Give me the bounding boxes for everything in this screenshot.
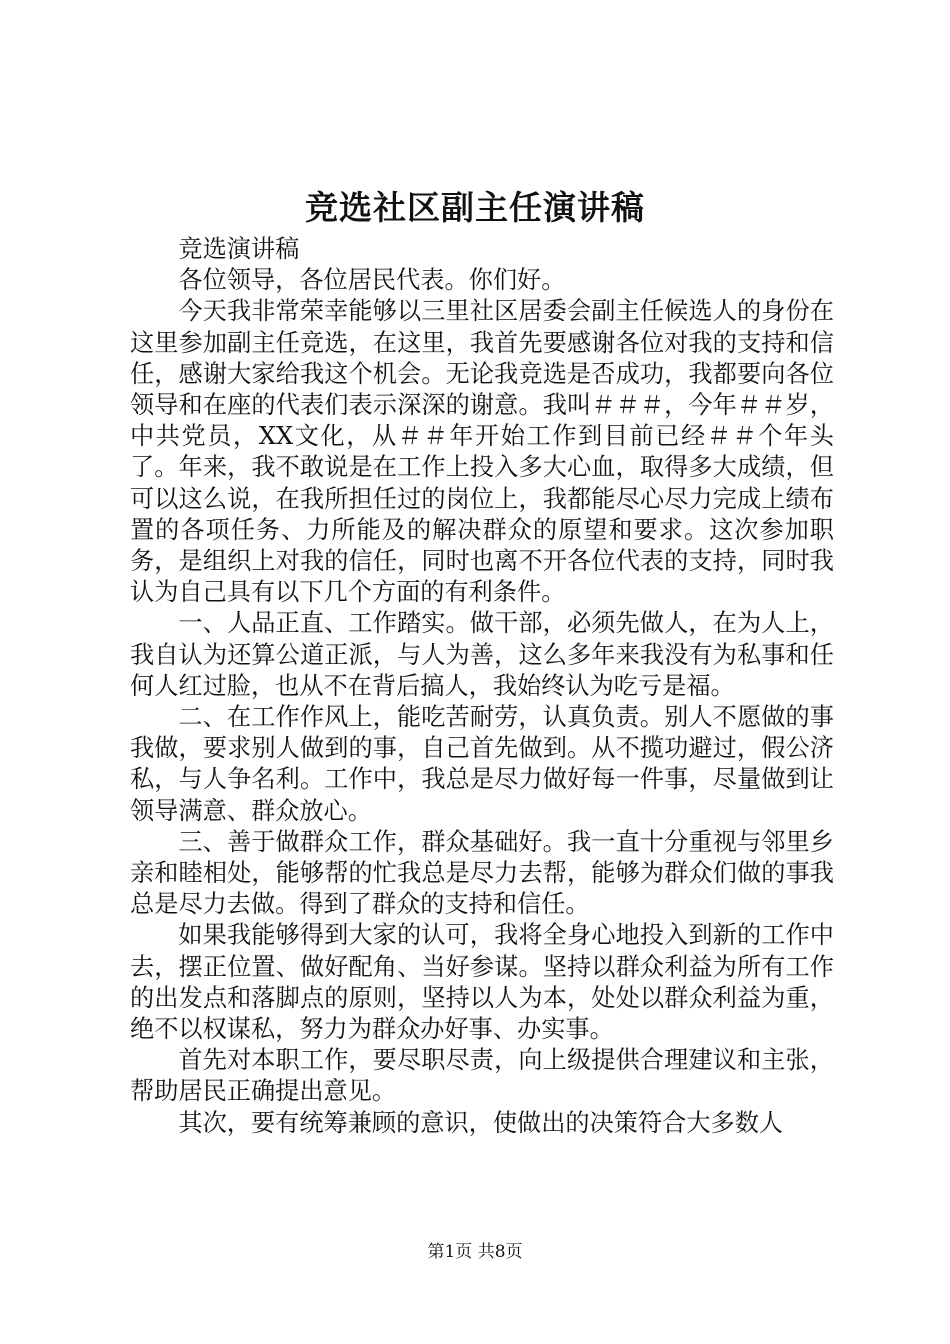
paragraph: 如果我能够得到大家的认可，我将全身心地投入到新的工作中去，摆正位置、做好配角、当好参谋。坚持以群众利益为所有工作的出发点和落脚点的原则，坚持以人为本，处处以群众利益为重，绝不以权谋私，努力为群众办好事、办实事。 <box>130 921 834 1044</box>
paragraph: 二、在工作作风上，能吃苦耐劳，认真负责。别人不愿做的事我做，要求别人做到的事，自己首先做到。从不揽功避过，假公济私，与人争名利。工作中，我总是尽力做好每一件事，尽量做到让领导满意、群众放心。 <box>130 703 834 825</box>
paragraph: 首先对本职工作，要尽职尽责，向上级提供合理建议和主张，帮助居民正确提出意见。 <box>130 1046 834 1106</box>
document-title: 竞选社区副主任演讲稿 <box>305 188 645 227</box>
paragraph: 今天我非常荣幸能够以三里社区居委会副主任候选人的身份在这里参加副主任竞选，在这里，我首先要感谢各位对我的支持和信任，感谢大家给我这个机会。无论我竞选是否成功，我都要向各位领导和在座的代表们表示深深的谢意。我叫＃＃＃，今年＃＃岁，中共党员，XX文化，从＃＃年开始工作到目前已经＃＃个年头了。年来，我不敢说是在工作上投入多大心血，取得多大成绩，但可以这么说，在我所担任过的岗位上，我都能尽心尽力完成上绩布置的各项任务、力所能及的解决群众的原望和要求。这次参加职务，是组织上对我的信任，同时也离不开各位代表的支持，同时我认为自己具有以下几个方面的有利条件。 <box>130 297 834 607</box>
document-body <box>130 234 834 1139</box>
paragraph: 各位领导，各位居民代表。你们好。 <box>178 266 566 295</box>
paragraph: 三、善于做群众工作，群众基础好。我一直十分重视与邻里乡亲和睦相处，能够帮的忙我总是尽力去帮，能够为群众们做的事我总是尽力去做。得到了群众的支持和信任。 <box>130 827 834 919</box>
paragraph: 竞选演讲稿 <box>178 235 300 263</box>
page-number-footer: 第1页 共8页 <box>427 1242 523 1262</box>
paragraph: 一、人品正直、工作踏实。做干部，必须先做人，在为人上，我自认为还算公道正派，与人为善，这么多年来我没有为私事和任何人红过脸，也从不在背后搞人，我始终认为吃亏是福。 <box>130 609 834 700</box>
paragraph: 其次，要有统筹兼顾的意识，使做出的决策符合大多数人 <box>178 1108 784 1137</box>
